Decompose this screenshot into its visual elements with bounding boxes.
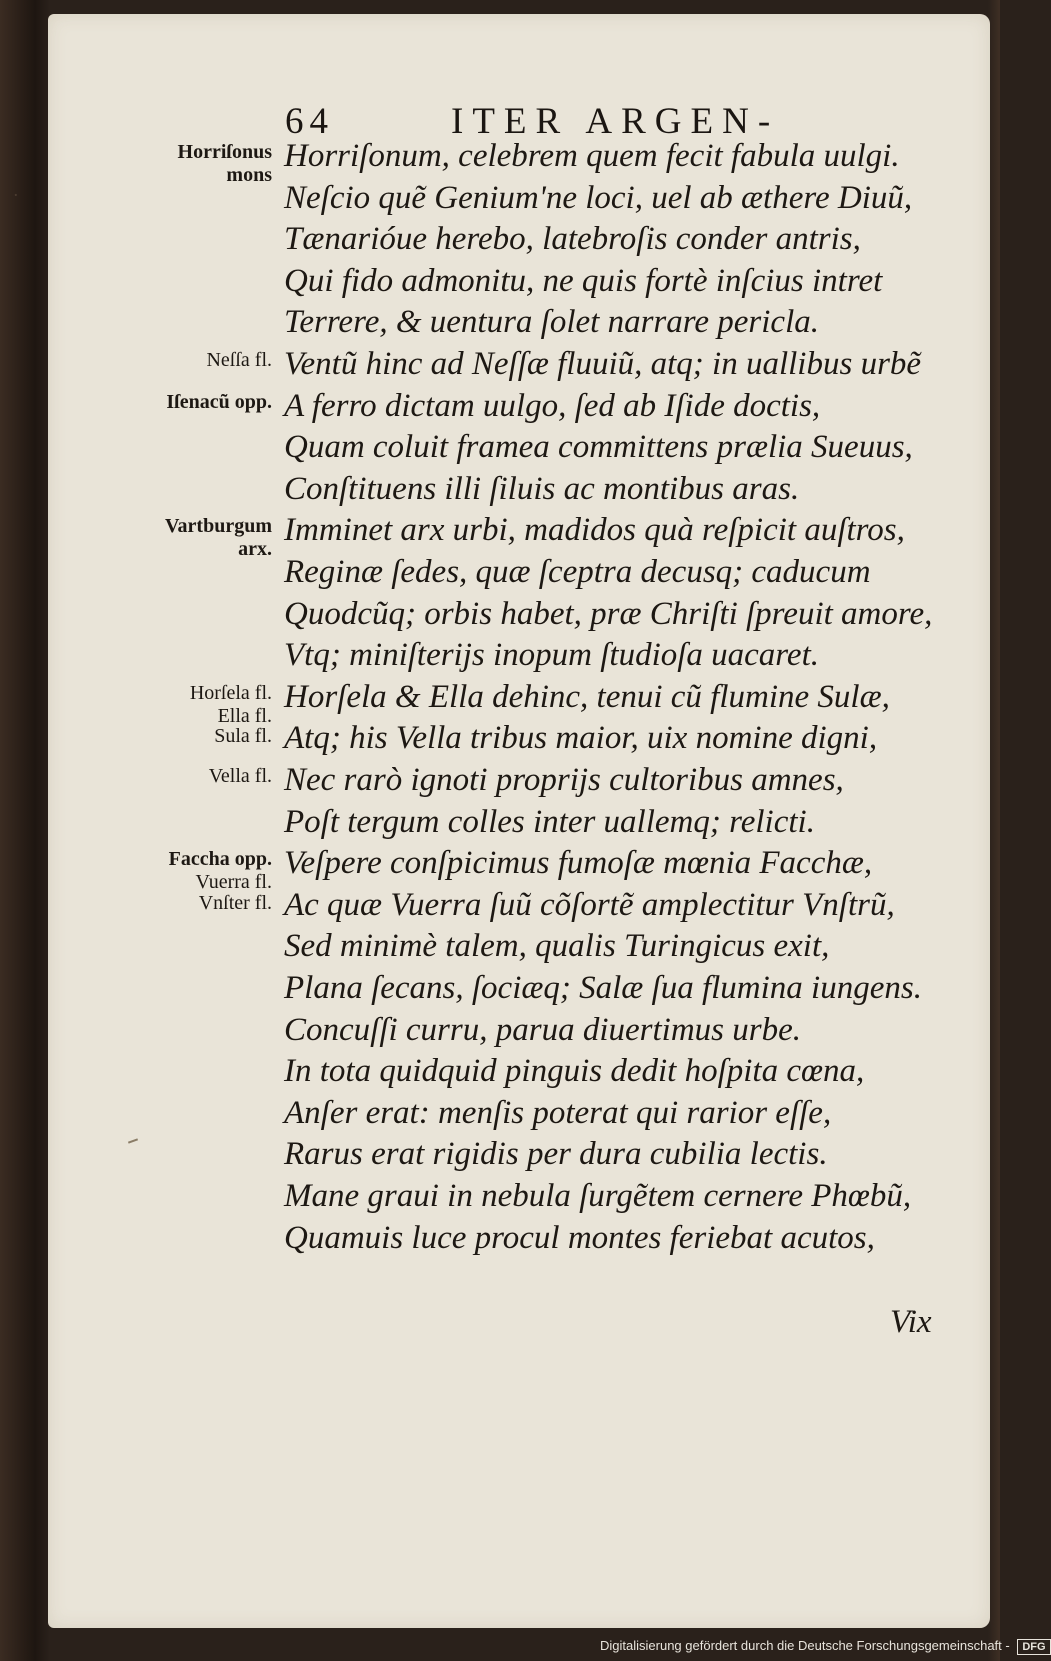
marginal-note: Vnſter fl. bbox=[198, 891, 272, 914]
marginal-note: mons bbox=[226, 163, 272, 186]
marginal-note: Horriſonus bbox=[177, 141, 272, 163]
marginal-note: Sula fl. bbox=[214, 725, 272, 748]
verse-line: Terrere, & uentura ſolet narrare pericla. bbox=[284, 304, 819, 341]
verse-line: Poſt tergum colles inter uallemq; relicti. bbox=[284, 803, 815, 840]
verse-line: Mane graui in nebula ſurgẽtem cernere Phœbũ, bbox=[284, 1178, 912, 1214]
catchword: Vix bbox=[890, 1304, 932, 1340]
verse-line: Ventũ hinc ad Neſſæ fluuiũ, atq; in uallibus urbẽ bbox=[284, 346, 922, 382]
page-number: 64 bbox=[285, 101, 334, 142]
verse-line: Reginæ ſedes, quæ ſceptra decusq; caducum bbox=[284, 554, 871, 590]
marginal-note: arx. bbox=[238, 538, 272, 561]
verse-line: Horriſonum, celebrem quem fecit fabula uulgi. bbox=[284, 138, 900, 174]
verse-line: Tænarióue herebo, latebroſis conder antris, bbox=[284, 221, 861, 258]
verse-line: Atq; his Vella tribus maior, uix nomine digni, bbox=[284, 720, 878, 757]
marginal-note: Horſela fl. bbox=[189, 681, 272, 704]
verse-line: Quamuis luce procul montes feriebat acutos, bbox=[284, 1219, 875, 1256]
dfg-logo: DFG bbox=[1017, 1639, 1050, 1655]
verse-line: A ferro dictam uulgo, ſed ab Iſide doctis, bbox=[284, 387, 821, 424]
verse-line: In tota quidquid pinguis dedit hoſpita cœna, bbox=[284, 1053, 865, 1090]
ghost-letter-1: . bbox=[14, 180, 19, 200]
marginal-note: Neſſa fl. bbox=[206, 349, 272, 371]
verse-line: Quam coluit framea committens prælia Sueuus, bbox=[284, 429, 913, 466]
verse-line: Plana ſecans, ſociæq; Salæ ſua flumina iungens. bbox=[284, 970, 922, 1006]
verse-line: Conſtituens illi ſiluis ac montibus aras. bbox=[284, 470, 800, 507]
adjacent-page-edge bbox=[0, 0, 50, 1661]
verse-line: Rarus erat rigidis per dura cubilia lectis. bbox=[284, 1136, 828, 1173]
verse-line: Imminet arx urbi, madidos quà reſpicit auſtros, bbox=[284, 512, 905, 549]
verse-line: Qui fido admonitu, ne quis fortè inſcius intret bbox=[284, 262, 883, 299]
verse-line: Veſpere conſpicimus fumoſæ mœnia Facchæ, bbox=[284, 845, 873, 882]
verse-line: Quodcũq; orbis habet, præ Chriſti ſpreuit amore, bbox=[284, 595, 933, 632]
marginal-note: Vartburgum bbox=[164, 515, 272, 538]
digitization-footer bbox=[600, 1638, 1051, 1656]
verse-line: Neſcio quẽ Genium'ne loci, uel ab æthere Diuũ, bbox=[284, 179, 913, 216]
marginal-note: Ella fl. bbox=[217, 704, 272, 727]
verse-line: Horſela & Ella dehinc, tenui cũ flumine Sulæ, bbox=[284, 678, 890, 715]
marginal-note: Faccha opp. bbox=[168, 848, 272, 871]
running-title: ITER ARGEN- bbox=[451, 101, 780, 142]
marginal-note: Vella fl. bbox=[208, 765, 272, 787]
marginal-note: Vuerra fl. bbox=[195, 871, 272, 894]
verse-line: Ac quæ Vuerra ſuũ cõſortẽ amplectitur Vnſtrũ, bbox=[284, 886, 895, 923]
footer-text: Digitalisierung gefördert durch die Deutsche Forschungsgemeinschaft - bbox=[600, 1638, 1010, 1653]
marginal-note: Iſenacũ opp. bbox=[166, 390, 272, 413]
verse-line: Anſer erat: menſis poterat qui rarior eſſe, bbox=[284, 1094, 832, 1131]
verse-line: Vtq; miniſterijs inopum ſtudioſa uacaret. bbox=[284, 637, 819, 674]
verse-line: Nec rarò ignoti proprijs cultoribus amnes, bbox=[284, 762, 844, 798]
verse-line: Concuſſi curru, parua diuertimus urbe. bbox=[284, 1011, 801, 1048]
verse-line: Sed minimè talem, qualis Turingicus exit, bbox=[284, 928, 830, 965]
